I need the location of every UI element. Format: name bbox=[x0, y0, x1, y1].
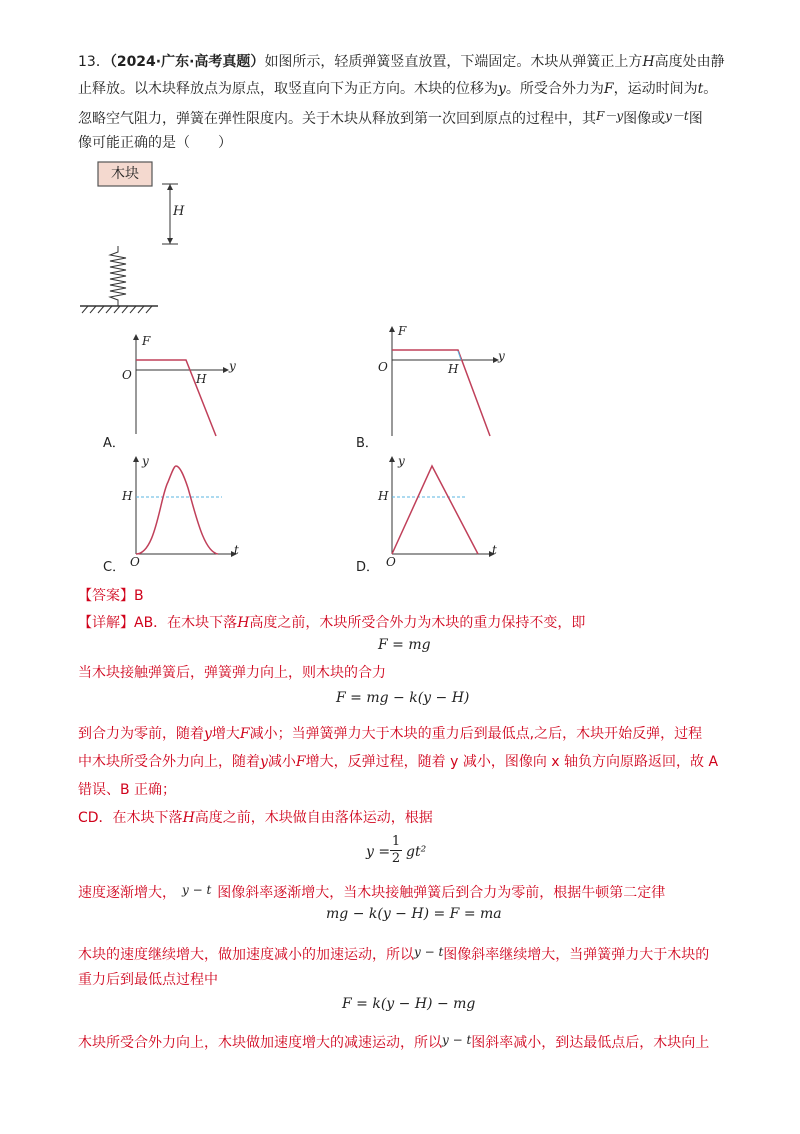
explanation-text: 增大 bbox=[211, 726, 240, 742]
explanation-text: 当木块接触弹簧后，弹簧弹力向上，则木块的合力 bbox=[78, 665, 386, 681]
eq3-fraction bbox=[390, 834, 402, 867]
setup-figure bbox=[74, 158, 214, 318]
question-text: 图 bbox=[688, 111, 703, 127]
question-line-2 bbox=[78, 79, 717, 99]
yt-label: y − t bbox=[442, 1033, 472, 1047]
var-f: F bbox=[603, 81, 614, 97]
question-text: 如图所示，轻质弹簧竖直放置，下端固定。木块从弹簧正上方 bbox=[264, 54, 643, 70]
explanation-text: 图斜率减小，到达最低点后，木块向上 bbox=[471, 1035, 710, 1051]
eq3-numerator: 1 bbox=[391, 834, 401, 849]
explanation-line-1 bbox=[78, 613, 585, 633]
option-b-o: O bbox=[378, 360, 388, 374]
equation-5: F = k(y − H) − mg bbox=[342, 996, 476, 1012]
question-text: 忽略空气阻力，弹簧在弹性限度内。关于木块从释放到第一次回到原点的过程中，其 bbox=[78, 111, 596, 127]
option-d-y: y bbox=[398, 454, 405, 468]
explanation-text: 木块的速度继续增大，做加速度减小的加速运动，所以 bbox=[78, 947, 414, 963]
option-c-graph bbox=[110, 452, 250, 569]
eq3-denominator: 2 bbox=[391, 851, 401, 866]
explanation-line-8 bbox=[78, 942, 709, 965]
question-text: 。 bbox=[703, 81, 718, 97]
option-c-o: O bbox=[130, 555, 140, 569]
question-text: 高度处由静 bbox=[654, 54, 725, 70]
var-h: H bbox=[182, 810, 195, 826]
option-c-label: C． bbox=[103, 560, 126, 575]
option-a-graph bbox=[110, 330, 250, 442]
explanation-text: CD．在木块下落 bbox=[78, 810, 183, 826]
var-h: H bbox=[642, 54, 655, 70]
option-d-graph bbox=[372, 452, 512, 569]
var-y: y bbox=[498, 81, 506, 97]
option-c-h: H bbox=[122, 489, 133, 503]
yt-label: y − t bbox=[182, 883, 212, 897]
var-t: t bbox=[697, 81, 704, 97]
question-text: 像可能正确的是（ ） bbox=[78, 135, 232, 151]
option-b-y: y bbox=[498, 349, 505, 363]
explanation-line-9 bbox=[78, 970, 218, 990]
explanation-text: 减小 bbox=[267, 754, 296, 770]
equation-4: mg − k(y − H) = F = ma bbox=[326, 906, 502, 922]
var-y: y bbox=[260, 754, 268, 770]
option-d-h: H bbox=[378, 489, 389, 503]
option-a-f: F bbox=[142, 334, 151, 348]
equation-1: F = mg bbox=[378, 637, 431, 653]
explanation-line-7 bbox=[78, 880, 665, 903]
eq3-rhs: gt² bbox=[406, 844, 427, 860]
fy-label: F－y bbox=[596, 109, 624, 123]
question-line-4 bbox=[78, 133, 232, 153]
option-b-f: F bbox=[398, 324, 407, 338]
answer-tag: 【答案】 bbox=[78, 588, 134, 604]
var-y: y bbox=[204, 726, 212, 742]
explanation-text: 木块所受合外力向上，木块做加速度增大的减速运动，所以 bbox=[78, 1035, 442, 1051]
explanation-line-2 bbox=[78, 663, 386, 683]
equation-2: F = mg − k(y − H) bbox=[336, 690, 470, 706]
explanation-text: 增大，反弹过程，随着 y 减小，图像向 x 轴负方向原路返回，故 A bbox=[305, 754, 719, 770]
option-a-y: y bbox=[229, 359, 236, 373]
question-line-1 bbox=[78, 52, 725, 72]
option-d-o: O bbox=[386, 555, 396, 569]
explanation-line-3 bbox=[78, 724, 702, 744]
explanation-tag: 【详解】 bbox=[78, 615, 134, 631]
answer-line bbox=[78, 586, 144, 606]
explanation-text: 图像斜率继续增大，当弹簧弹力大于木块的 bbox=[443, 947, 710, 963]
option-a-h: H bbox=[196, 372, 207, 386]
option-d-t: t bbox=[492, 543, 497, 557]
explanation-line-4 bbox=[78, 752, 718, 772]
var-f: F bbox=[295, 754, 306, 770]
option-a-o: O bbox=[122, 368, 132, 382]
option-c-t: t bbox=[234, 543, 239, 557]
option-a-label: A． bbox=[103, 436, 125, 451]
explanation-text: 高度之前，木块做自由落体运动，根据 bbox=[194, 810, 433, 826]
question-number: 13． bbox=[78, 54, 110, 70]
yt-label: y－t bbox=[665, 109, 689, 123]
block-label: 木块 bbox=[111, 166, 139, 182]
question-text: 图像或 bbox=[623, 111, 666, 127]
explanation-line-10 bbox=[78, 1030, 709, 1053]
explanation-text: 中木块所受合外力向上，随着 bbox=[78, 754, 260, 770]
explanation-text: 减小；当弹簧弹力大于木块的重力后到最低点,之后，木块开始反弹，过程 bbox=[249, 726, 703, 742]
explanation-text: 到合力为零前，随着 bbox=[78, 726, 204, 742]
eq3-lhs: y = bbox=[366, 844, 391, 860]
explanation-text: 速度逐渐增大， bbox=[78, 885, 176, 901]
question-line-3 bbox=[78, 106, 703, 129]
var-h: H bbox=[237, 615, 250, 631]
answer-value: B bbox=[134, 588, 144, 604]
explanation-text: AB．在木块下落 bbox=[134, 615, 238, 631]
explanation-text: 图像斜率逐渐增大，当木块接触弹簧后到合力为零前，根据牛顿第二定律 bbox=[217, 885, 666, 901]
option-b-label: B． bbox=[356, 436, 378, 451]
yt-label: y − t bbox=[414, 945, 444, 959]
option-d-label: D． bbox=[356, 560, 380, 575]
explanation-text: 错误、B 正确； bbox=[78, 782, 177, 798]
question-text: 止释放。以木块释放点为原点，取竖直向下为正方向。木块的位移为 bbox=[78, 81, 498, 97]
height-label: H bbox=[173, 204, 185, 219]
question-text: ，运动时间为 bbox=[613, 81, 698, 97]
question-text: 。所受合外力为 bbox=[505, 81, 604, 97]
question-source: （2024·广东·高考真题） bbox=[109, 54, 265, 70]
option-b-graph bbox=[372, 320, 512, 442]
explanation-text: 重力后到最低点过程中 bbox=[78, 972, 218, 988]
explanation-line-6 bbox=[78, 808, 433, 828]
option-c-y: y bbox=[142, 454, 149, 468]
explanation-text: 高度之前，木块所受合外力为木块的重力保持不变，即 bbox=[249, 615, 586, 631]
explanation-line-5 bbox=[78, 780, 176, 800]
var-f: F bbox=[239, 726, 250, 742]
option-b-h: H bbox=[448, 362, 459, 376]
